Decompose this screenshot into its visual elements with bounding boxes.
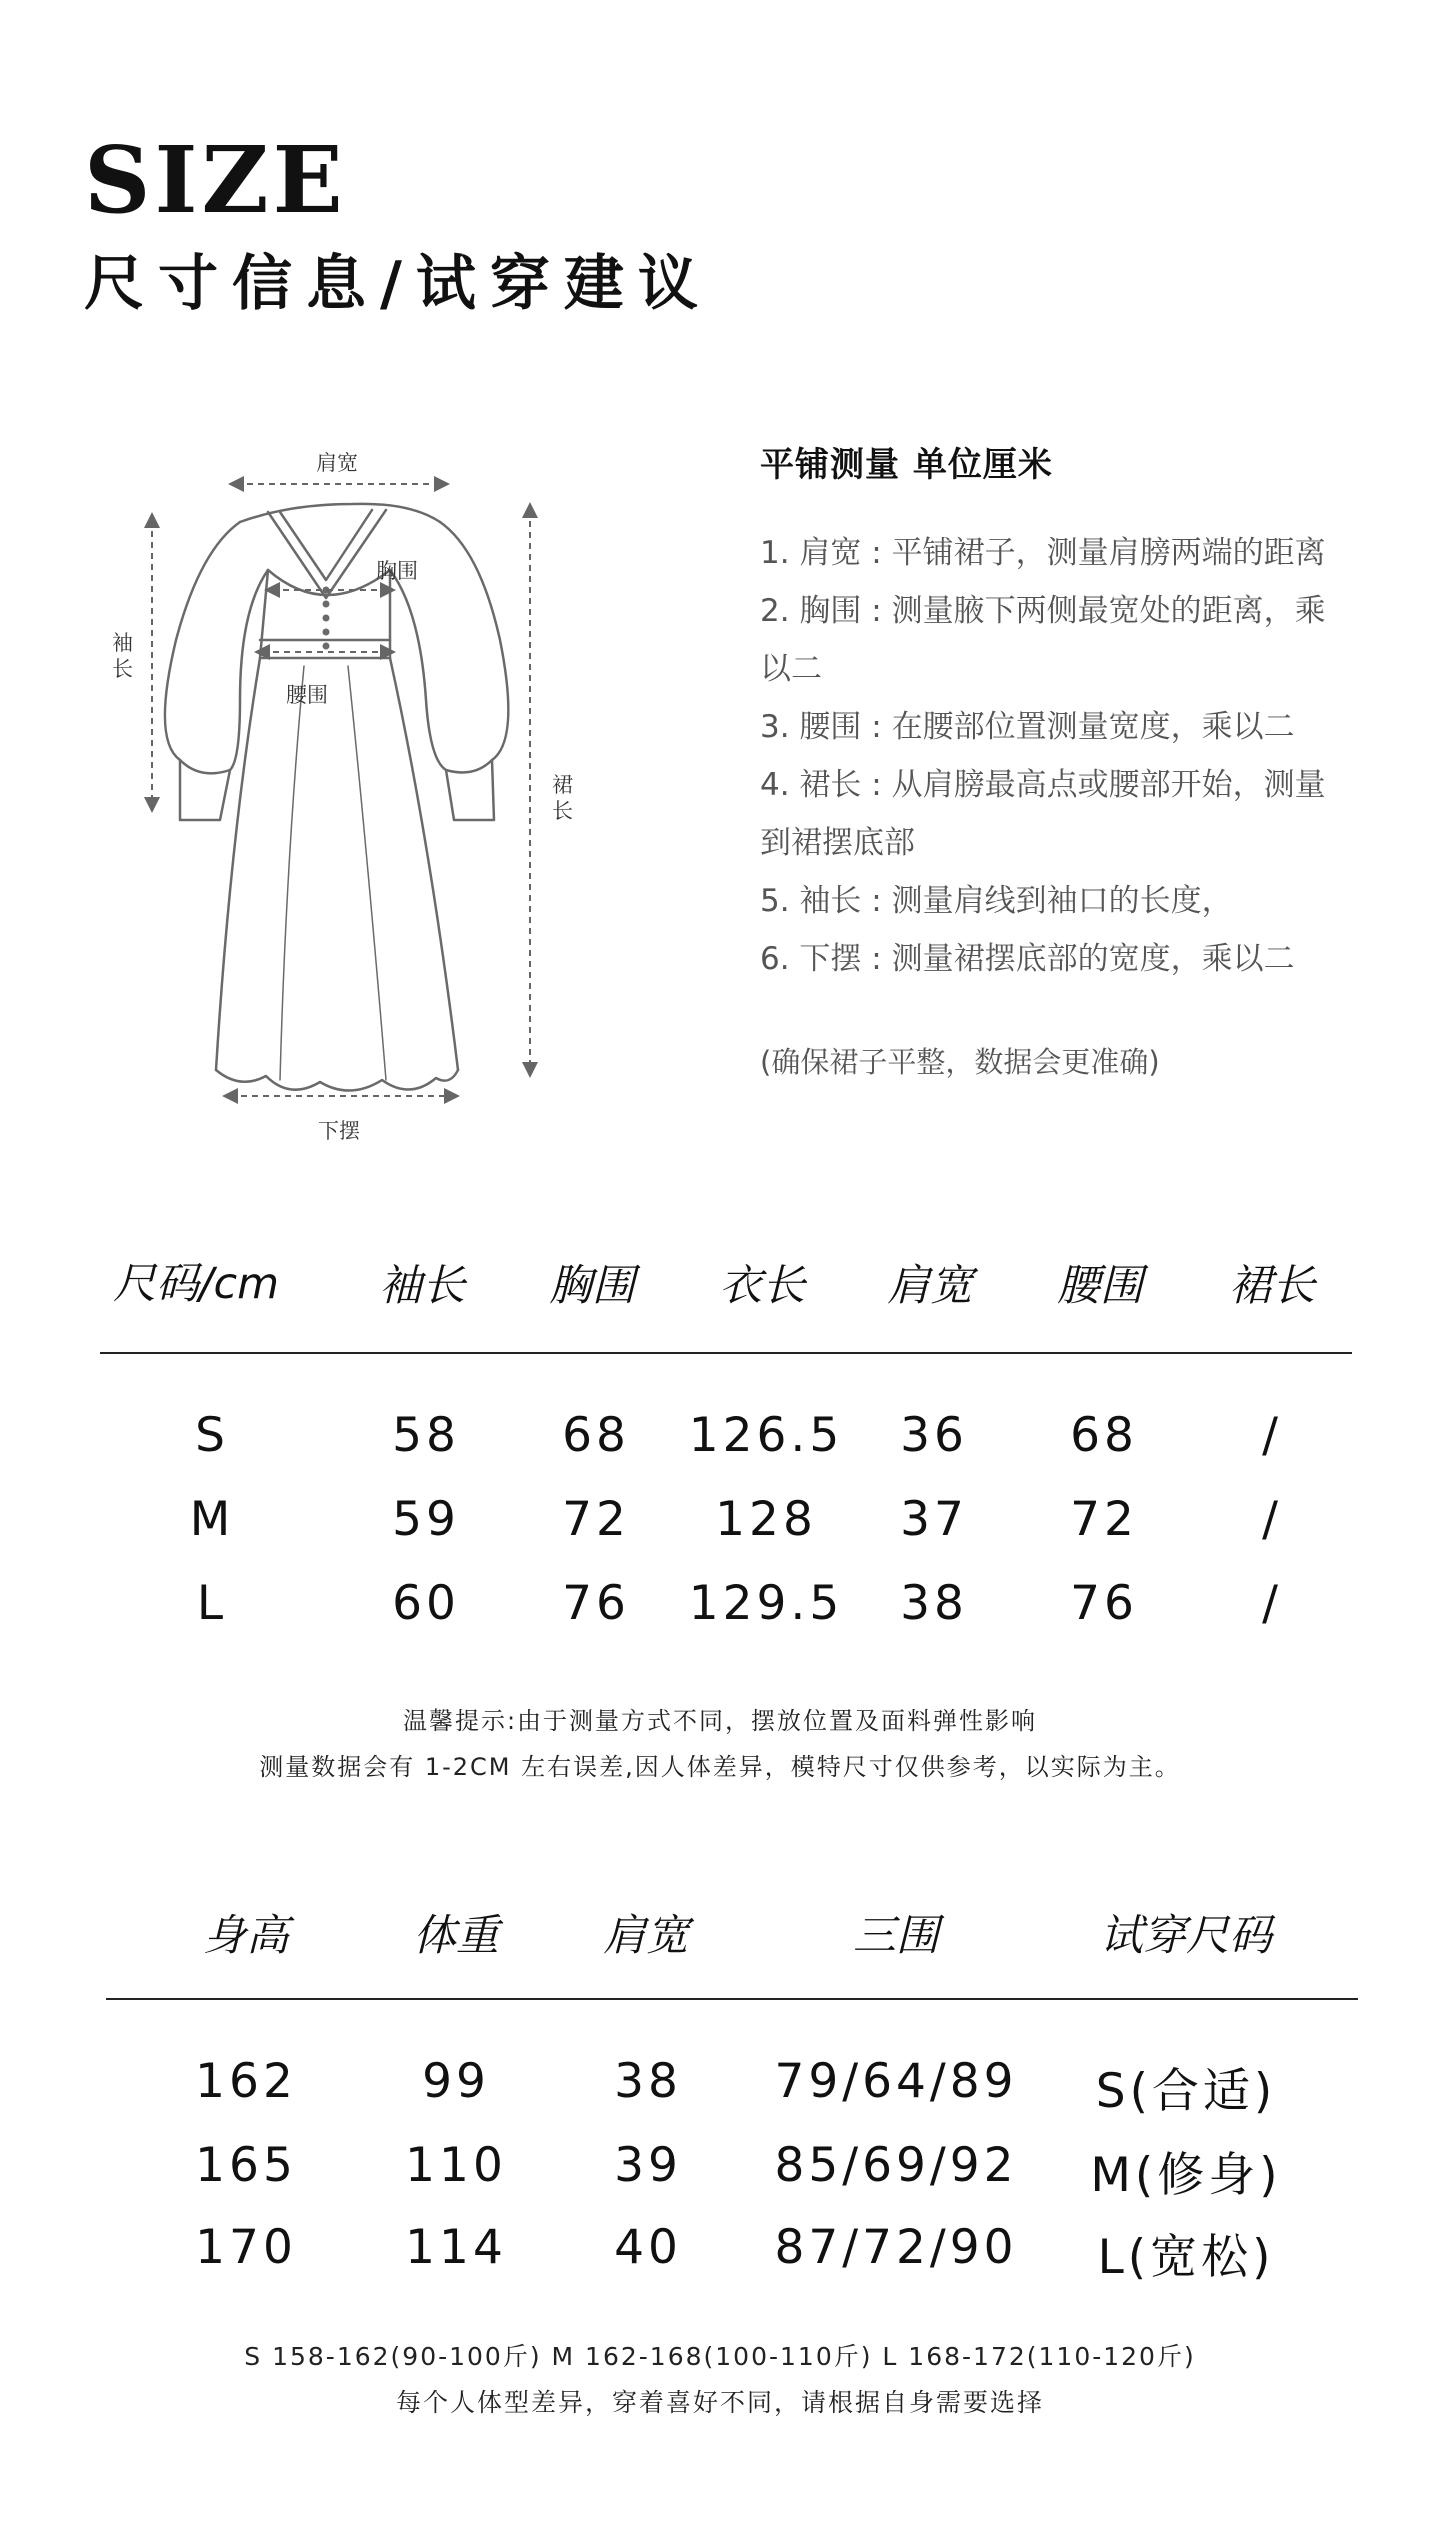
cell: 38 bbox=[614, 2054, 682, 2109]
dress-diagram bbox=[90, 440, 573, 1160]
cell: 99 bbox=[422, 2054, 490, 2109]
measure-item: 3. 腰围 : 在腰部位置测量宽度，乘以二 bbox=[760, 709, 1295, 745]
cell: 60 bbox=[392, 1576, 460, 1631]
shoulder-label: 肩宽 bbox=[316, 451, 358, 475]
header-cell: 腰围 bbox=[1057, 1261, 1143, 1311]
page-title: SIZE bbox=[84, 126, 347, 234]
cell: 40 bbox=[614, 2220, 682, 2275]
tips-line: 测量数据会有 1-2CM 左右误差,因人体差异，模特尺寸仅供参考，以实际为主。 bbox=[259, 1753, 1181, 1781]
cell: 76 bbox=[562, 1576, 630, 1631]
cell: S(合适) bbox=[1095, 2064, 1277, 2119]
measure-item: 到裙摆底部 bbox=[760, 825, 915, 861]
size-table-header bbox=[0, 1250, 1440, 1310]
cell: 165 bbox=[195, 2138, 297, 2193]
cell: 110 bbox=[405, 2138, 507, 2193]
cell: 72 bbox=[562, 1492, 630, 1547]
measurement-tips bbox=[0, 1698, 1440, 1790]
cell: 72 bbox=[1070, 1492, 1138, 1547]
cell: M bbox=[189, 1492, 235, 1547]
cell: S bbox=[195, 1408, 229, 1463]
fit-table bbox=[0, 1902, 1440, 2322]
tips-line: 温馨提示:由于测量方式不同，摆放位置及面料弹性影响 bbox=[402, 1707, 1038, 1735]
cell: 114 bbox=[405, 2220, 507, 2275]
measure-item: 5. 袖长 : 测量肩线到袖口的长度， bbox=[760, 883, 1233, 919]
header-cell: 袖长 bbox=[379, 1261, 465, 1311]
measure-item: 6. 下摆 : 测量裙摆底部的宽度，乘以二 bbox=[760, 941, 1295, 977]
measure-heading: 平铺测量 单位厘米 bbox=[760, 445, 1053, 485]
sleeve-label-2: 长 bbox=[112, 657, 133, 681]
skirt-label-1: 裙 bbox=[552, 773, 573, 797]
measure-item: 以二 bbox=[760, 651, 822, 687]
cell: L(宽松) bbox=[1097, 2230, 1275, 2285]
dress-outline bbox=[165, 504, 508, 1091]
cell: / bbox=[1262, 1408, 1282, 1463]
header-cell: 裙长 bbox=[1229, 1261, 1315, 1311]
cell: 170 bbox=[195, 2220, 297, 2275]
measure-item: 1. 肩宽 : 平铺裙子，测量肩膀两端的距离 bbox=[760, 535, 1326, 571]
hem-label: 下摆 bbox=[318, 1119, 360, 1143]
cell: 68 bbox=[1070, 1408, 1138, 1463]
footer-advice: 每个人体型差异，穿着喜好不同，请根据自身需要选择 bbox=[395, 2388, 1044, 2417]
cell: 79/64/89 bbox=[774, 2054, 1018, 2109]
cell: 76 bbox=[1070, 1576, 1138, 1631]
cell: 68 bbox=[562, 1408, 630, 1463]
dress-illustration bbox=[90, 440, 573, 1160]
header-cell: 衣长 bbox=[719, 1261, 805, 1311]
cell: 85/69/92 bbox=[774, 2138, 1018, 2193]
page-subtitle: 尺寸信息/试穿建议 bbox=[84, 249, 712, 319]
cell: 128 bbox=[715, 1492, 817, 1547]
measure-item: 4. 裙长 : 从肩膀最高点或腰部开始，测量 bbox=[760, 767, 1326, 803]
header-cell: 肩宽 bbox=[887, 1261, 973, 1311]
measure-note: (确保裙子平整，数据会更准确) bbox=[760, 1045, 1160, 1079]
cell: L bbox=[196, 1576, 228, 1631]
size-range-line: S 158-162(90-100斤) M 162-168(100-110斤) L 168-172(110-120斤) bbox=[244, 2342, 1196, 2371]
size-table bbox=[0, 1250, 1440, 1670]
skirt-label-2: 长 bbox=[552, 799, 573, 823]
footer-notes bbox=[0, 2334, 1440, 2426]
cell: 87/72/90 bbox=[774, 2220, 1018, 2275]
table-divider bbox=[100, 1352, 1352, 1354]
cell: 59 bbox=[392, 1492, 460, 1547]
cell: M(修身) bbox=[1090, 2148, 1282, 2203]
header-cell: 胸围 bbox=[549, 1261, 635, 1311]
cell: 39 bbox=[614, 2138, 682, 2193]
cell: 58 bbox=[392, 1408, 460, 1463]
header-cell: 尺码/cm bbox=[112, 1259, 280, 1309]
header-cell: 试穿尺码 bbox=[1100, 1911, 1272, 1961]
cell: 37 bbox=[900, 1492, 968, 1547]
waist-label: 腰围 bbox=[286, 683, 328, 707]
header-cell: 身高 bbox=[203, 1911, 289, 1961]
cell: 36 bbox=[900, 1408, 968, 1463]
cell: 38 bbox=[900, 1576, 968, 1631]
measure-list bbox=[760, 524, 1380, 988]
cell: 126.5 bbox=[688, 1408, 844, 1463]
measure-instructions bbox=[760, 437, 1380, 1081]
chest-label: 胸围 bbox=[376, 559, 418, 583]
table-divider bbox=[106, 1998, 1358, 2000]
sleeve-label-1: 袖 bbox=[112, 631, 133, 655]
cell: / bbox=[1262, 1576, 1282, 1631]
fit-table-header bbox=[0, 1902, 1440, 1962]
header-cell: 三围 bbox=[853, 1911, 939, 1961]
header-cell: 肩宽 bbox=[603, 1911, 689, 1961]
cell: 162 bbox=[195, 2054, 297, 2109]
cell: 129.5 bbox=[688, 1576, 844, 1631]
measure-item: 2. 胸围 : 测量腋下两侧最宽处的距离，乘 bbox=[760, 593, 1326, 629]
cell: / bbox=[1262, 1492, 1282, 1547]
header-cell: 体重 bbox=[413, 1911, 499, 1961]
